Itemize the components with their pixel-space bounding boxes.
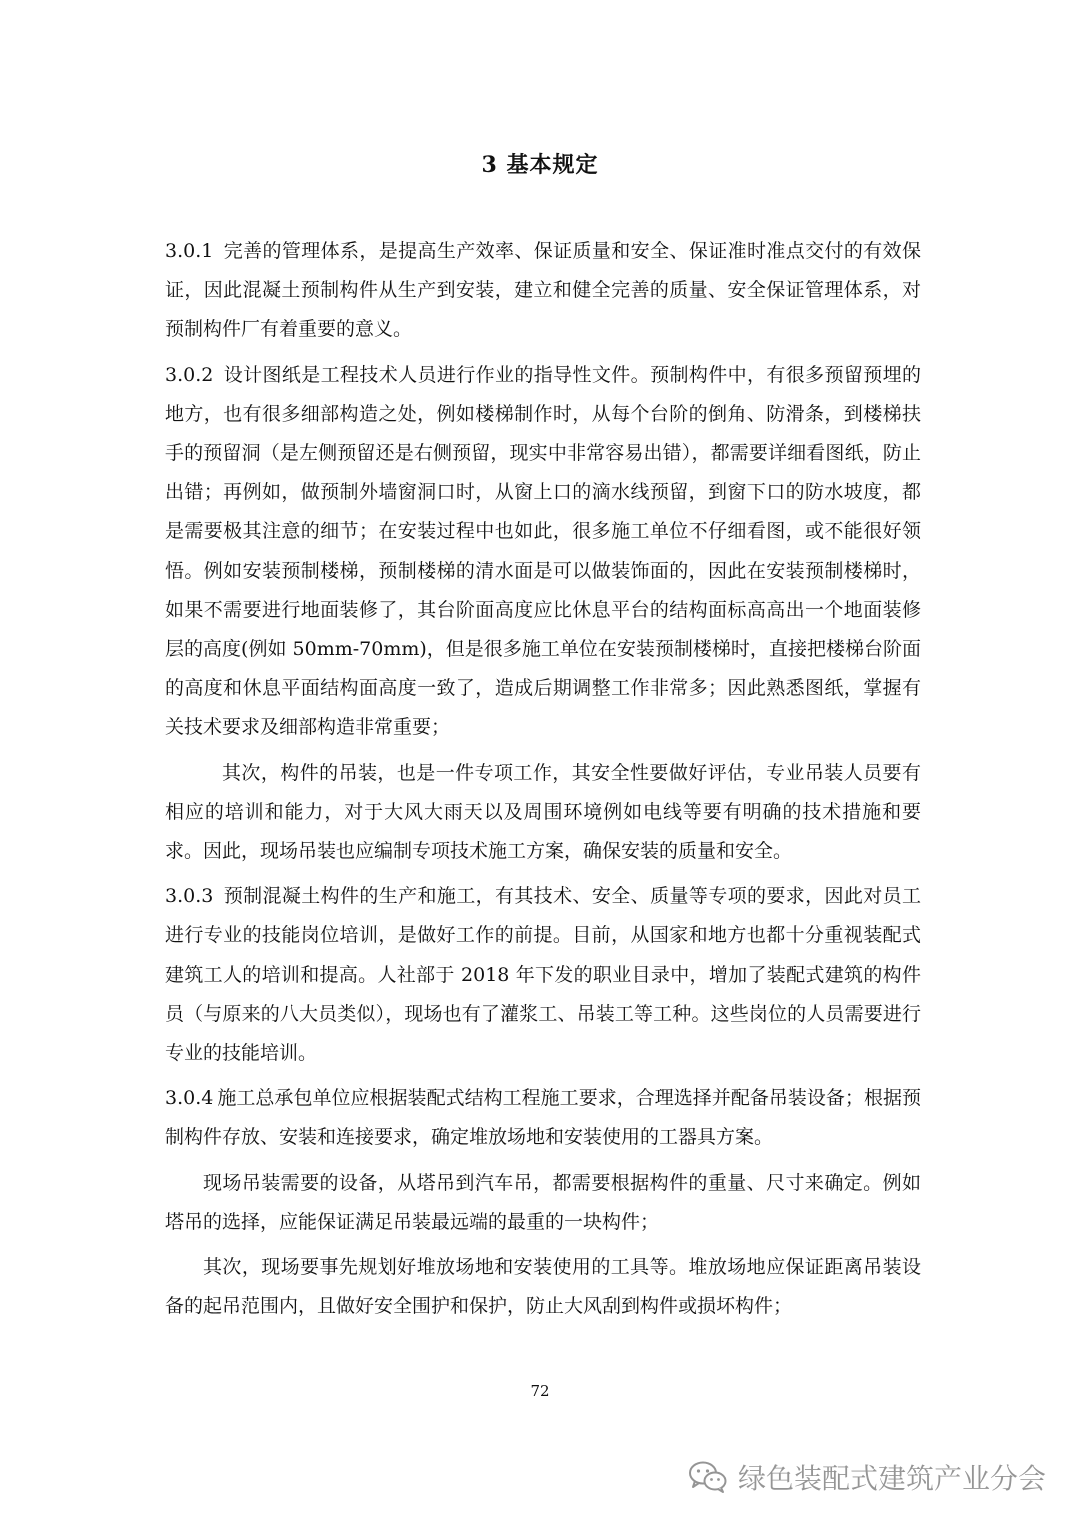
section-text: 设计图纸是工程技术人员进行作业的指导性文件。预制构件中，有很多预留预埋的地方，也有很多细部构造之处，例如楼梯制作时，从每个台阶的倒角、防滑条，到楼梯扶手的预留洞（是左侧预留还是右侧预留，现实中非常容易出错），都需要详细看图纸，防止出错；再例如，做预制外墙窗洞口时，从窗上口的滴水线预留，到窗下口的防水坡度，都是需要极其注意的细节；在安装过程中也如此，很多施工单位不仔细看图，或不能很好领悟。例如安装预制楼梯，预制楼梯的清水面是可以做装饰面的，因此在安装预制楼梯时，如果不需要进行地面装修了，其台阶面高度应比休息平台的结构面标高高出一个地面装修层的高度(例如 50mm-70mm)，但是很多施工单位在安装预制楼梯时，直接把楼梯台阶面的高度和休息平面结构面高度一致了，造成后期调整工作非常多；因此熟悉图纸，掌握有关技术要求及细部构造非常重要；	[165, 363, 921, 739]
section-3-0-2-continuation: 其次，构件的吊装，也是一件专项工作，其安全性要做好评估，专业吊装人员要有相应的培训和能力，对于大风大雨天以及周围环境例如电线等要有明确的技术措施和要求。因此，现场吊装也应编制专项技术施工方案，确保安装的质量和安全。	[165, 761, 921, 863]
watermark-text: 绿色装配式建筑产业分会	[737, 1462, 1046, 1495]
section-text: 施工总承包单位应根据装配式结构工程施工要求，合理选择并配备吊装设备；根据预制构件存放、安装和连接要求，确定堆放场地和安装使用的工器具方案。	[165, 1087, 921, 1149]
section-3-0-1	[165, 232, 921, 350]
section-text: 预制混凝土构件的生产和施工，有其技术、安全、质量等专项的要求，因此对员工进行专业的技能岗位培训，是做好工作的前提。目前，从国家和地方也都十分重视装配式建筑工人的培训和提高。人社部于 2018 年下发的职业目录中，增加了装配式建筑的构件员（与原来的八大员类似），现场也有了灌浆工、吊装工等工种。这些岗位的人员需要进行专业的技能培训。	[165, 885, 921, 1065]
section-number: 3.0.1	[165, 240, 214, 262]
wechat-icon	[688, 1460, 728, 1494]
section-3-0-4-continuation: 现场吊装需要的设备，从塔吊到汽车吊，都需要根据构件的重量、尺寸来确定。例如塔吊的选择，应能保证满足吊装最远端的最重的一块构件；	[165, 1171, 921, 1233]
section-3-0-4	[165, 1079, 921, 1157]
section-3-0-3	[165, 877, 921, 1073]
section-text: 完善的管理体系，是提高生产效率、保证质量和安全、保证准时准点交付的有效保证，因此混凝土预制构件从生产到安装，建立和健全完善的质量、安全保证管理体系，对预制构件厂有着重要的意义。	[165, 240, 921, 341]
section-number: 3.0.3	[165, 885, 214, 908]
page-number: 72	[530, 1382, 550, 1400]
section-3-0-2	[165, 356, 921, 748]
body-text	[165, 232, 921, 1326]
section-3-0-4-continuation-2: 其次，现场要事先规划好堆放场地和安装使用的工具等。堆放场地应保证距离吊装设备的起吊范围内，且做好安全围护和保护，防止大风刮到构件或损坏构件；	[165, 1256, 921, 1318]
section-number: 3.0.2	[165, 363, 214, 386]
watermark	[688, 1457, 1046, 1497]
chapter-heading: 3 基本规定	[481, 152, 599, 178]
section-number: 3.0.4	[165, 1087, 214, 1110]
